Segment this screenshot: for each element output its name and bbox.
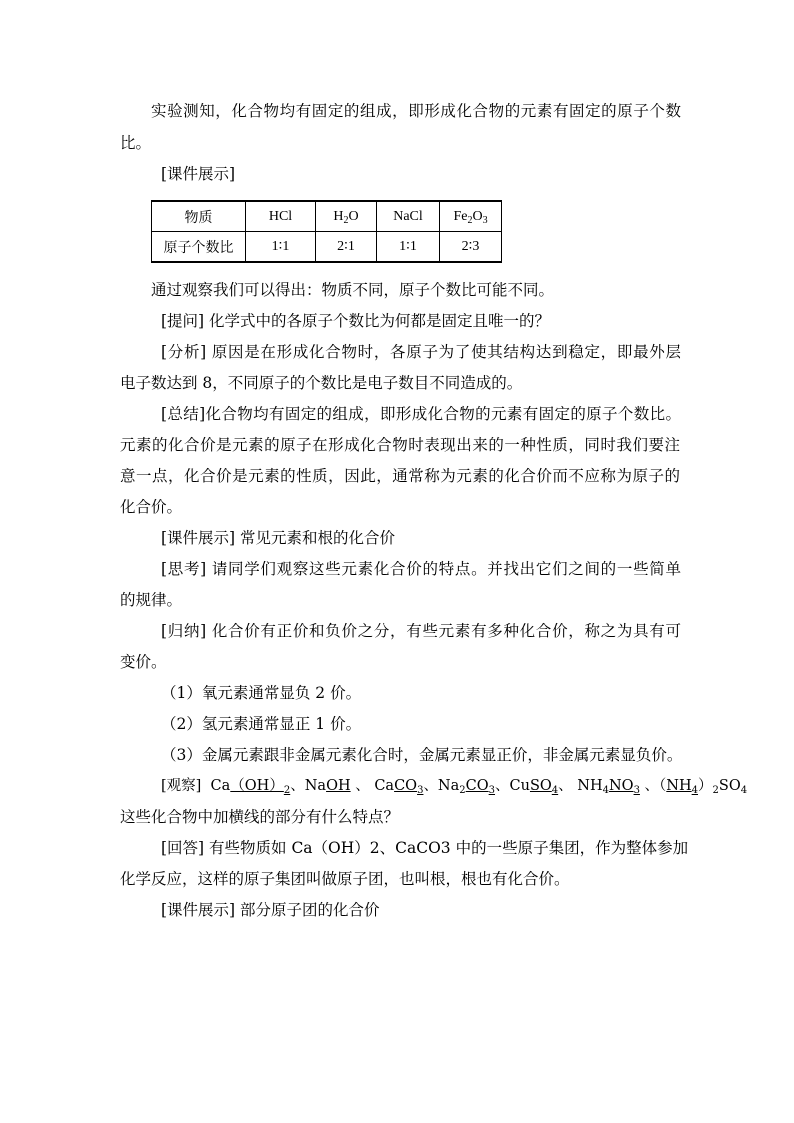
table-header-hcl: HCl — [246, 201, 316, 232]
underlined-group: CO — [465, 778, 489, 794]
atom-ratio-table — [151, 200, 502, 263]
summary-line2: 元素的化合价是元素的原子在形成化合物时表现出来的一种性质，同时我们要注 — [120, 436, 680, 454]
analysis-line1: [分析] 原因是在形成化合物时，各原子为了使其结构达到稳定，即最外层 — [161, 343, 681, 361]
courseware-label-1: [课件展示] — [161, 165, 236, 183]
para1-line2: 比。 — [120, 134, 152, 152]
rule-item-1: （1）氧元素通常显负 2 价。 — [161, 684, 362, 702]
para1-line1: 实验测知，化合物均有固定的组成，即形成化合物的元素有固定的原子个数 — [151, 102, 681, 120]
table-header-fe2o3: $Fe_2O_3$ — [440, 201, 502, 232]
underlined-group: NO — [608, 778, 634, 794]
underlined-group: CO — [394, 778, 418, 794]
induce-line1: [归纳] 化合价有正价和负价之分，有些元素有多种化合价，称之为具有可 — [161, 622, 681, 640]
table-header-h2o: $H_2O$ — [316, 201, 377, 232]
observe-question-line: 这些化合物中加横线的部分有什么特点？ — [120, 808, 400, 826]
courseware-label-2: [课件展示] 常见元素和根的化合价 — [161, 529, 396, 547]
summary-line1: [总结]化合物均有固定的组成，即形成化合物的元素有固定的原子个数比。 — [161, 405, 681, 423]
answer-line2: 化学反应，这样的原子集团叫做原子团，也叫根，根也有化合价。 — [120, 870, 570, 888]
table-header-row — [152, 201, 502, 232]
table-header-substance: 物质 — [152, 201, 246, 232]
underlined-group: NH — [666, 778, 692, 794]
rule-item-2: （2）氢元素通常显正 1 价。 — [161, 715, 362, 733]
underlined-group: SO — [529, 778, 552, 794]
table-cell-ratio: 1∶1 — [246, 232, 316, 263]
summary-line4: 化合价。 — [120, 498, 183, 516]
think-line1: [思考] 请同学们观察这些元素化合价的特点。并找出它们之间的一些简单 — [161, 560, 681, 578]
answer-line1: [回答] 有些物质如 Ca（OH）2、CaCO3 中的一些原子集团，作为整体参加 — [161, 839, 689, 857]
summary-line3: 意一点，化合价是元素的性质，因此，通常称为元素的化合价而不应称为原子的 — [120, 467, 680, 485]
question-paragraph: [提问] 化学式中的各原子个数比为何都是固定且唯一的？ — [161, 312, 551, 330]
table-row — [152, 232, 502, 263]
table-row-label: 原子个数比 — [152, 232, 246, 263]
observe-conclusion: 通过观察我们可以得出：物质不同，原子个数比可能不同。 — [151, 281, 555, 299]
table-header-nacl: NaCl — [377, 201, 440, 232]
rule-item-3: （3）金属元素跟非金属元素化合时，金属元素显正价，非金属元素显负价。 — [161, 746, 683, 764]
underlined-group: （OH） — [230, 778, 284, 794]
analysis-line2: 电子数达到 8，不同原子的个数比是电子数目不同造成的。 — [120, 374, 523, 392]
courseware-label-3: [课件展示] 部分原子团的化合价 — [161, 901, 380, 919]
table-cell-ratio: 2∶1 — [316, 232, 377, 263]
think-line2: 的规律。 — [120, 591, 183, 609]
table-cell-ratio: 1∶1 — [377, 232, 440, 263]
observe-label: [观察] — [161, 778, 202, 794]
induce-line2: 变价。 — [120, 653, 167, 671]
underlined-group: OH — [326, 778, 351, 794]
table-cell-ratio: 2∶3 — [440, 232, 502, 263]
observe-formulas-line: [观察] $Ca(OH)_2$、NaOH 、 CaCO$_3$、$Na_2CO_3$、CuSO$_4$、 $NH_4NO_3$ 、$(NH_4)_2SO_4$ — [161, 778, 748, 796]
